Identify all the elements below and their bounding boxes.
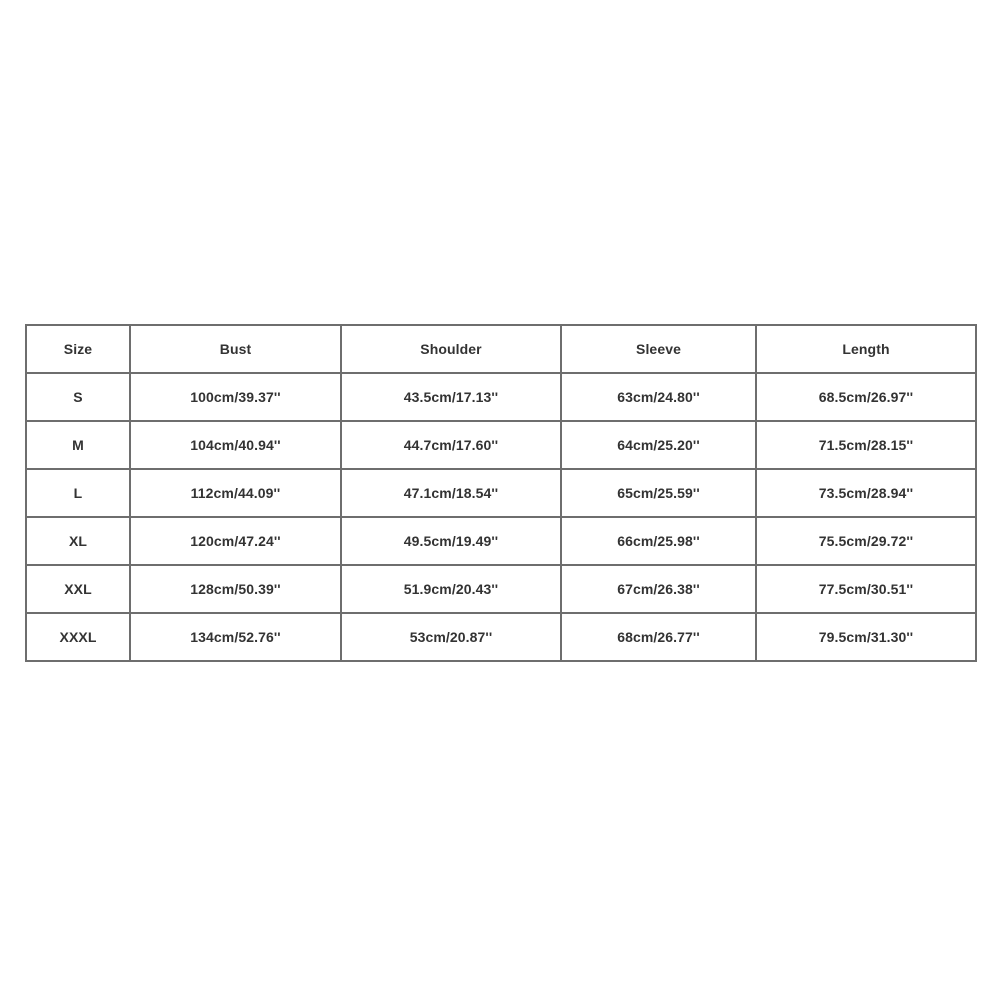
header-shoulder: Shoulder <box>341 325 561 373</box>
cell-size: XXXL <box>26 613 130 661</box>
cell-sleeve: 65cm/25.59'' <box>561 469 756 517</box>
cell-sleeve: 66cm/25.98'' <box>561 517 756 565</box>
cell-size: L <box>26 469 130 517</box>
cell-bust: 112cm/44.09'' <box>130 469 341 517</box>
cell-length: 79.5cm/31.30'' <box>756 613 976 661</box>
cell-bust: 104cm/40.94'' <box>130 421 341 469</box>
cell-size: XL <box>26 517 130 565</box>
cell-length: 73.5cm/28.94'' <box>756 469 976 517</box>
cell-bust: 100cm/39.37'' <box>130 373 341 421</box>
cell-size: S <box>26 373 130 421</box>
cell-length: 68.5cm/26.97'' <box>756 373 976 421</box>
header-bust: Bust <box>130 325 341 373</box>
cell-shoulder: 44.7cm/17.60'' <box>341 421 561 469</box>
table-row <box>26 517 976 565</box>
header-sleeve: Sleeve <box>561 325 756 373</box>
cell-shoulder: 43.5cm/17.13'' <box>341 373 561 421</box>
size-chart-table <box>25 324 977 662</box>
cell-sleeve: 68cm/26.77'' <box>561 613 756 661</box>
table-row <box>26 613 976 661</box>
cell-bust: 120cm/47.24'' <box>130 517 341 565</box>
cell-shoulder: 47.1cm/18.54'' <box>341 469 561 517</box>
header-row <box>26 325 976 373</box>
cell-sleeve: 64cm/25.20'' <box>561 421 756 469</box>
cell-size: M <box>26 421 130 469</box>
cell-shoulder: 49.5cm/19.49'' <box>341 517 561 565</box>
cell-sleeve: 63cm/24.80'' <box>561 373 756 421</box>
cell-shoulder: 51.9cm/20.43'' <box>341 565 561 613</box>
cell-bust: 134cm/52.76'' <box>130 613 341 661</box>
cell-size: XXL <box>26 565 130 613</box>
table-row <box>26 373 976 421</box>
table-row <box>26 421 976 469</box>
header-length: Length <box>756 325 976 373</box>
cell-length: 75.5cm/29.72'' <box>756 517 976 565</box>
table-row <box>26 565 976 613</box>
header-size: Size <box>26 325 130 373</box>
table-row <box>26 469 976 517</box>
cell-length: 71.5cm/28.15'' <box>756 421 976 469</box>
cell-bust: 128cm/50.39'' <box>130 565 341 613</box>
cell-sleeve: 67cm/26.38'' <box>561 565 756 613</box>
cell-length: 77.5cm/30.51'' <box>756 565 976 613</box>
cell-shoulder: 53cm/20.87'' <box>341 613 561 661</box>
